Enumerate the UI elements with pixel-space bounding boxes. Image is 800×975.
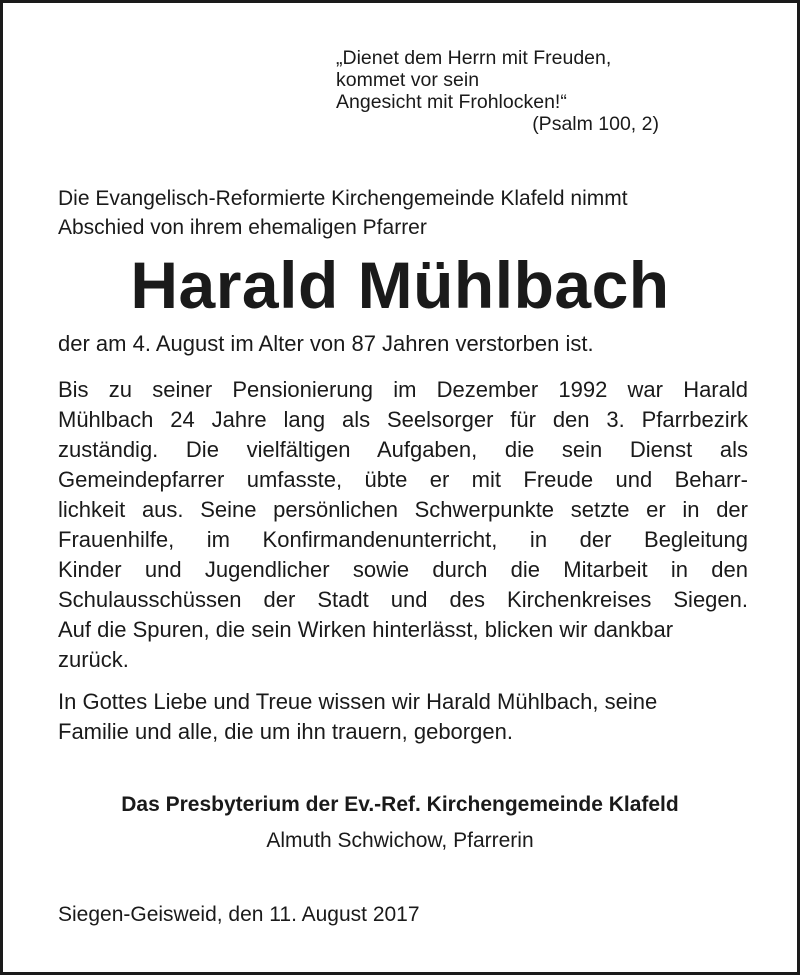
deceased-name: Harald Mühlbach xyxy=(130,248,670,322)
place-and-date: Siegen-Geisweid, den 11. August 2017 xyxy=(58,903,420,926)
body-line: Frauenhilfe, im Konfirmandenunterricht, in der Begleitung xyxy=(58,527,748,552)
body-line: Gemeindepfarrer umfasste, übte er mit Freude und Beharr- xyxy=(58,467,748,492)
closing-line: In Gottes Liebe und Treue wissen wir Harald Mühlbach, seine xyxy=(58,689,658,714)
body-line: Mühlbach 24 Jahre lang als Seelsorger für den 3. Pfarrbezirk xyxy=(58,407,748,432)
quote-line: kommet vor sein xyxy=(336,69,480,91)
quote-line: „Dienet dem Herrn mit Freuden, xyxy=(336,47,612,69)
body-line: Kinder und Jugendlicher sowie durch die Mitarbeit in den xyxy=(58,557,748,582)
body-line: lichkeit aus. Seine persönlichen Schwerpunkte setzte er in der xyxy=(58,497,748,522)
body-line: Bis zu seiner Pensionierung im Dezember 1992 war Harald xyxy=(58,377,748,402)
intro-line: Die Evangelisch-Reformierte Kirchengemeinde Klafeld nimmt xyxy=(58,187,628,210)
intro-line: Abschied von ihrem ehemaligen Pfarrer xyxy=(58,216,427,239)
quote-line: Angesicht mit Frohlocken!“ xyxy=(336,91,567,113)
body-line: Schulausschüssen der Stadt und des Kirchenkreises Siegen. xyxy=(58,587,748,612)
body-line: Auf die Spuren, die sein Wirken hinterlässt, blicken wir dankbar xyxy=(58,617,674,642)
tribute-paragraph xyxy=(58,375,748,675)
body-line: zurück. xyxy=(58,647,129,672)
signature-organization: Das Presbyterium der Ev.-Ref. Kirchengemeinde Klafeld xyxy=(121,793,679,816)
signature-person: Almuth Schwichow, Pfarrerin xyxy=(266,829,534,852)
closing-paragraph xyxy=(58,687,748,747)
intro-text xyxy=(58,184,748,242)
quote-source: (Psalm 100, 2) xyxy=(532,113,659,135)
psalm-quote xyxy=(336,47,659,135)
closing-line: Familie und alle, die um ihn trauern, geborgen. xyxy=(58,719,513,744)
death-statement: der am 4. August im Alter von 87 Jahren verstorben ist. xyxy=(58,331,594,356)
body-line: zuständig. Die vielfältigen Aufgaben, die sein Dienst als xyxy=(58,437,748,462)
